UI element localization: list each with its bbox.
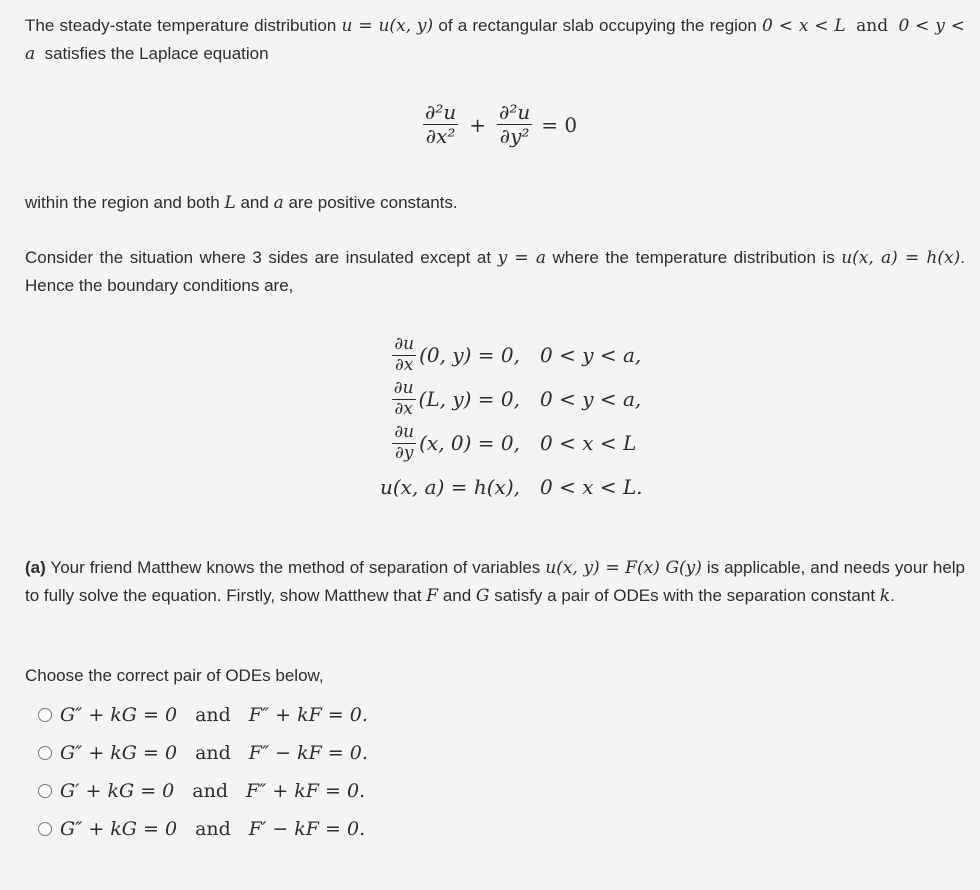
ode-options <box>38 696 368 848</box>
option-and: and <box>195 818 231 840</box>
part-a-label: (a) <box>25 558 46 577</box>
part-a-text-4: satisfy a pair of ODEs with the separation constant <box>494 586 876 605</box>
part-a-text-3: and <box>442 586 472 605</box>
part-a-period: . <box>890 586 895 605</box>
part-a-separation: u(x, y) = F(x) G(y) <box>545 558 702 578</box>
bc-row <box>360 421 643 465</box>
bc-num: ∂u <box>393 377 414 398</box>
option-right-ode: F″ + kF = 0. <box>248 704 368 726</box>
d2u-dx2-fraction <box>423 101 458 148</box>
ode-option-2[interactable] <box>38 734 368 772</box>
laplace-den-1: ∂x² <box>425 124 456 148</box>
bc-arg: (L, y) = 0, <box>418 387 520 411</box>
part-a-text-1: Your friend Matthew knows the method of separation of variables <box>50 558 541 577</box>
within-a: a <box>273 193 284 213</box>
option-left-ode: G′ + kG = 0 <box>60 780 175 802</box>
boundary-conditions <box>360 333 643 509</box>
option-left-ode: G″ + kG = 0 <box>60 818 178 840</box>
laplace-equation <box>420 101 577 148</box>
radio-button[interactable] <box>38 784 52 798</box>
consider-yeqa: y = a <box>497 248 546 268</box>
intro-xregion: 0 < x < L <box>762 16 846 36</box>
part-a-F: F <box>426 586 439 606</box>
bc-row <box>360 465 643 509</box>
bc-range: 0 < y < a, <box>540 343 642 367</box>
radio-button[interactable] <box>38 822 52 836</box>
consider-paragraph <box>25 244 965 299</box>
bc-den: ∂x <box>395 354 414 375</box>
option-left-ode: G″ + kG = 0 <box>60 742 178 764</box>
option-left-ode: G″ + kG = 0 <box>60 704 178 726</box>
bc-num: ∂u <box>394 421 415 442</box>
bc-den: ∂y <box>395 442 414 463</box>
bc-arg: u(x, a) = h(x), <box>380 475 520 499</box>
within-text-1: within the region and both <box>25 193 220 212</box>
bc-range: 0 < x < L. <box>540 475 643 499</box>
ode-option-4[interactable] <box>38 810 368 848</box>
bc-row <box>360 377 643 421</box>
option-right-ode: F″ + kF = 0. <box>246 780 366 802</box>
laplace-plus: + <box>469 112 487 137</box>
part-a-paragraph <box>25 554 965 610</box>
part-a-k: k <box>879 586 891 606</box>
choose-prompt: Choose the correct pair of ODEs below, <box>25 666 324 685</box>
consider-uxa: u(x, a) = h(x) <box>841 248 961 268</box>
bc-arg: (x, 0) = 0, <box>419 431 520 455</box>
bc-row <box>360 333 643 377</box>
laplace-equals-zero: = 0 <box>541 112 578 137</box>
bc-range: 0 < y < a, <box>540 387 642 411</box>
radio-button[interactable] <box>38 746 52 760</box>
intro-text-3: satisfies the Laplace equation <box>44 44 269 63</box>
consider-text-1: Consider the situation where 3 sides are insulated except at <box>25 248 492 267</box>
d2u-dy2-fraction <box>497 101 532 148</box>
option-and: and <box>195 704 231 726</box>
laplace-num-1: ∂²u <box>425 100 457 124</box>
laplace-num-2: ∂²u <box>499 100 531 124</box>
bc-range: 0 < x < L <box>540 431 637 455</box>
part-a-text-2: is applicable, and needs your help to fully solve the equation. Firstly, show Matthew that <box>25 558 966 605</box>
intro-yregion: 0 < y < a <box>25 16 965 64</box>
within-text-2: and <box>240 193 269 212</box>
ode-option-1[interactable] <box>38 696 368 734</box>
intro-and: and <box>856 16 889 36</box>
laplace-den-2: ∂y² <box>499 124 530 148</box>
radio-button[interactable] <box>38 708 52 722</box>
bc-derivative <box>392 423 416 463</box>
consider-text-3: . Hence the boundary conditions are, <box>25 248 965 295</box>
part-a-G: G <box>475 586 490 606</box>
within-paragraph <box>25 189 965 217</box>
intro-uxy: u = u(x, y) <box>341 16 434 36</box>
option-and: and <box>195 742 231 764</box>
option-right-ode: F′ − kF = 0. <box>248 818 366 840</box>
bc-derivative <box>392 379 416 419</box>
consider-text-2: where the temperature distribution is <box>552 248 835 267</box>
within-text-3: are positive constants. <box>288 193 458 212</box>
intro-paragraph <box>25 12 965 68</box>
bc-den: ∂x <box>394 398 413 419</box>
bc-derivative <box>392 335 416 375</box>
intro-text-1: The steady-state temperature distribution <box>25 16 337 35</box>
bc-num: ∂u <box>394 333 415 354</box>
intro-text-2: of a rectangular slab occupying the region <box>438 16 757 35</box>
ode-option-3[interactable] <box>38 772 368 810</box>
option-and: and <box>192 780 229 802</box>
bc-arg: (0, y) = 0, <box>419 343 520 367</box>
within-L: L <box>224 193 236 213</box>
option-right-ode: F″ − kF = 0. <box>248 742 368 764</box>
